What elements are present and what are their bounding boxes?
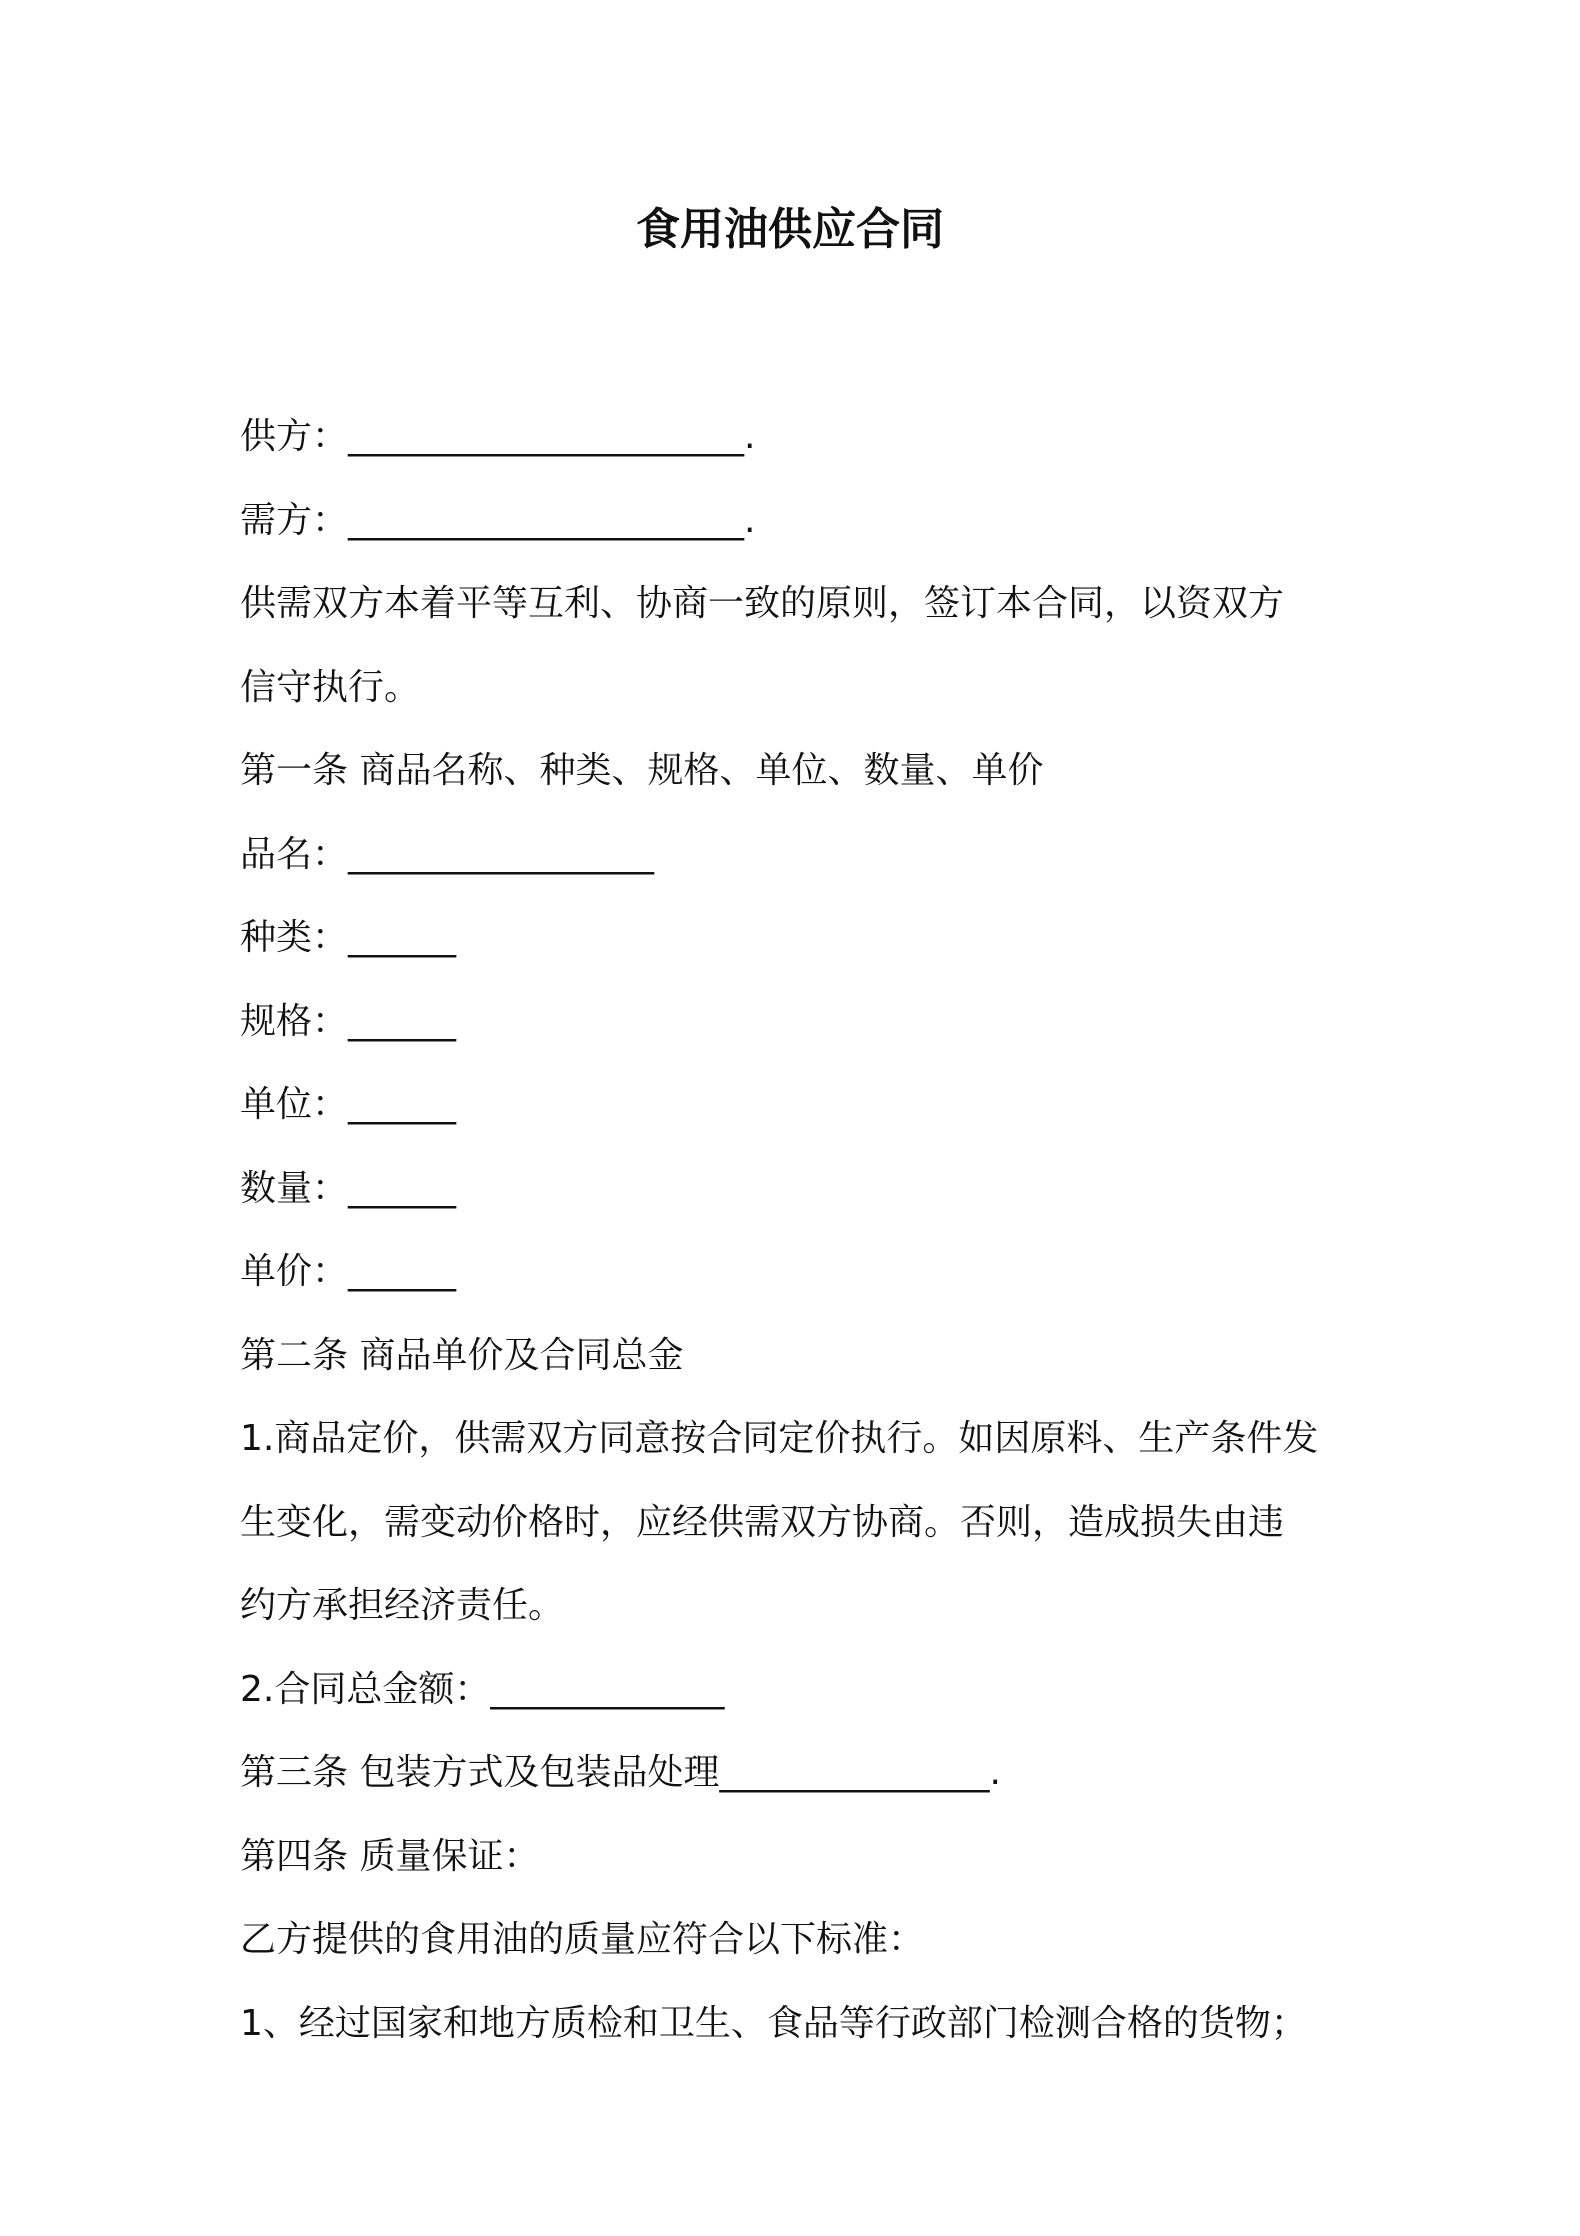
document-title: 食用油供应合同 [636, 204, 944, 255]
pricing-clause-line-3: 约方承担经济责任。 [240, 1585, 565, 1626]
quantity-line: 数量：______ [240, 1167, 457, 1209]
article-2-heading: 第二条 商品单价及合同总金 [240, 1334, 684, 1376]
document-body [240, 395, 1360, 2065]
quality-standard-item-1: 1、经过国家和地方质检和卫生、食品等行政部门检测合格的货物； [240, 2002, 1307, 2044]
quality-standard-intro: 乙方提供的食用油的质量应符合以下标准： [240, 1919, 925, 1960]
unit-price-line: 单价：______ [240, 1251, 457, 1292]
buyer-line: 需方：______________________. [240, 499, 756, 541]
article-1-heading: 第一条 商品名称、种类、规格、单位、数量、单价 [240, 750, 1044, 791]
category-line: 种类：______ [240, 917, 457, 958]
pricing-clause-line-2: 生变化，需变动价格时，应经供需双方协商。否则，造成损失由违 [240, 1501, 1285, 1543]
preamble-line-1: 供需双方本着平等互利、协商一致的原则，签订本合同，以资双方 [240, 583, 1285, 624]
pricing-clause-line-1: 1.商品定价，供需双方同意按合同定价执行。如因原料、生产条件发 [240, 1418, 1319, 1459]
total-amount-line: 2.合同总金额：_____________ [240, 1668, 725, 1710]
specification-line: 规格：______ [240, 1000, 457, 1042]
product-name-line: 品名：_________________ [240, 833, 655, 875]
supplier-line: 供方：______________________. [240, 416, 756, 457]
unit-line: 单位：______ [240, 1084, 457, 1125]
preamble-line-2: 信守执行。 [240, 666, 421, 708]
article-4-heading: 第四条 质量保证： [240, 1835, 540, 1877]
article-3-heading: 第三条 包装方式及包装品处理_______________. [240, 1752, 1001, 1793]
